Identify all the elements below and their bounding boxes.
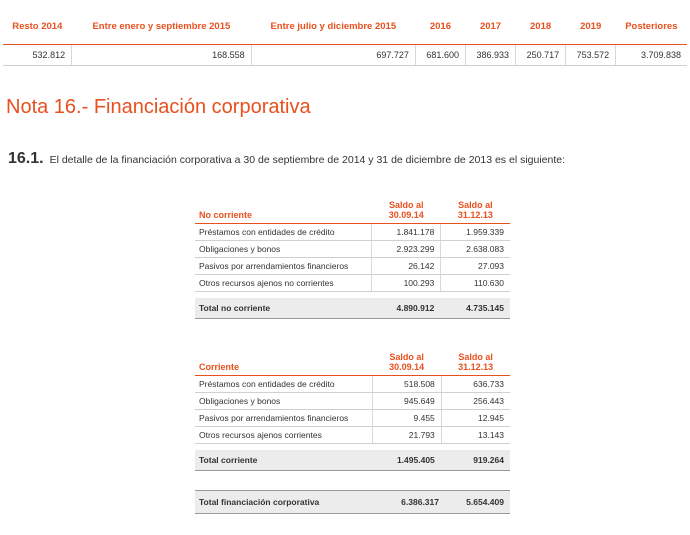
maturity-value: 386.933 xyxy=(465,45,515,66)
col-header-30-09-14: Saldo al 30.09.14 xyxy=(372,200,441,224)
maturity-value: 532.812 xyxy=(3,45,72,66)
maturity-header: 2018 xyxy=(516,8,566,45)
maturity-header: Entre enero y septiembre 2015 xyxy=(72,8,252,45)
row-label: Pasivos por arrendamientos financieros xyxy=(195,258,372,275)
maturity-value-row xyxy=(3,45,687,66)
non-current-table xyxy=(195,200,510,319)
col-header-30-09-14: Saldo al 30.09.14 xyxy=(372,352,441,376)
row-value: 256.443 xyxy=(441,393,510,410)
row-value: 518.508 xyxy=(372,376,441,393)
row-label: Pasivos por arrendamientos financieros xyxy=(195,410,372,427)
section-text: El detalle de la financiación corporativa a 30 de septiembre de 2014 y 31 de diciembre de 2013 es el siguiente: xyxy=(49,154,566,166)
col-header-31-12-13: Saldo al 31.12.13 xyxy=(441,352,510,376)
row-value: 636.733 xyxy=(441,376,510,393)
row-value: 100.293 xyxy=(372,275,441,292)
maturity-value: 753.572 xyxy=(566,45,616,66)
maturity-value: 3.709.838 xyxy=(616,45,687,66)
total-row xyxy=(195,298,510,319)
total-value: 4.890.912 xyxy=(372,298,441,319)
table-row xyxy=(195,410,510,427)
maturity-header: 2017 xyxy=(465,8,515,45)
row-value: 9.455 xyxy=(372,410,441,427)
grand-total-value: 5.654.409 xyxy=(445,491,510,514)
grand-total-label: Total financiación corporativa xyxy=(195,491,380,514)
maturity-value: 681.600 xyxy=(415,45,465,66)
grand-total-value: 6.386.317 xyxy=(380,491,445,514)
maturity-value: 250.717 xyxy=(516,45,566,66)
row-value: 27.093 xyxy=(441,258,510,275)
maturity-value: 168.558 xyxy=(72,45,252,66)
total-value: 919.264 xyxy=(441,450,510,471)
maturity-header-row xyxy=(3,8,687,45)
row-label: Otros recursos ajenos corrientes xyxy=(195,427,372,444)
table-row xyxy=(195,224,510,241)
row-label: Préstamos con entidades de crédito xyxy=(195,376,372,393)
total-value: 1.495.405 xyxy=(372,450,441,471)
maturity-header: Posteriores xyxy=(616,8,687,45)
row-value: 2.638.083 xyxy=(441,241,510,258)
table-row xyxy=(195,376,510,393)
row-value: 110.630 xyxy=(441,275,510,292)
total-row xyxy=(195,450,510,471)
table-row xyxy=(195,275,510,292)
row-value: 12.945 xyxy=(441,410,510,427)
row-value: 945.649 xyxy=(372,393,441,410)
maturity-header: 2019 xyxy=(566,8,616,45)
table-header-row xyxy=(195,352,510,376)
row-label: Obligaciones y bonos xyxy=(195,393,372,410)
table-row xyxy=(195,241,510,258)
section-intro xyxy=(8,150,565,168)
row-value: 21.793 xyxy=(372,427,441,444)
maturity-table xyxy=(3,8,687,66)
maturity-header: Resto 2014 xyxy=(3,8,72,45)
row-value: 1.959.339 xyxy=(441,224,510,241)
table-row xyxy=(195,393,510,410)
total-value: 4.735.145 xyxy=(441,298,510,319)
grand-total-table xyxy=(195,490,510,514)
row-label: Obligaciones y bonos xyxy=(195,241,372,258)
row-value: 2.923.299 xyxy=(372,241,441,258)
table-row xyxy=(195,427,510,444)
row-label: Préstamos con entidades de crédito xyxy=(195,224,372,241)
table-row xyxy=(195,258,510,275)
row-value: 1.841.178 xyxy=(372,224,441,241)
maturity-value: 697.727 xyxy=(251,45,415,66)
table-header-row xyxy=(195,200,510,224)
non-current-title: No corriente xyxy=(195,200,372,224)
section-number: 16.1. xyxy=(8,150,44,167)
total-label: Total no corriente xyxy=(195,298,372,319)
current-table xyxy=(195,352,510,471)
row-value: 13.143 xyxy=(441,427,510,444)
row-value: 26.142 xyxy=(372,258,441,275)
current-title: Corriente xyxy=(195,352,372,376)
col-header-31-12-13: Saldo al 31.12.13 xyxy=(441,200,510,224)
grand-total-row xyxy=(195,491,510,514)
note-title: Nota 16.- Financiación corporativa xyxy=(6,96,311,118)
maturity-header: Entre julio y diciembre 2015 xyxy=(251,8,415,45)
total-label: Total corriente xyxy=(195,450,372,471)
maturity-header: 2016 xyxy=(415,8,465,45)
row-label: Otros recursos ajenos no corrientes xyxy=(195,275,372,292)
